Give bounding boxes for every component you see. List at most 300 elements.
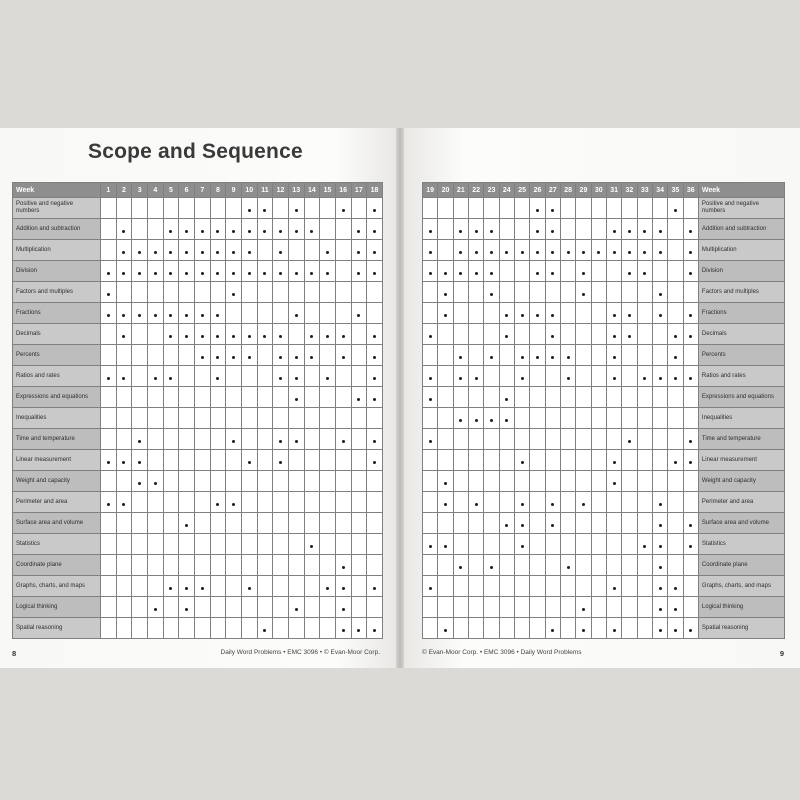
skill-dot xyxy=(505,398,508,401)
week-cell xyxy=(101,576,117,597)
week-cell xyxy=(499,492,514,513)
week-cell xyxy=(514,597,529,618)
week-cell xyxy=(560,555,575,576)
skill-row xyxy=(423,471,785,492)
week-cell xyxy=(668,618,683,639)
week-cell xyxy=(591,429,606,450)
week-cell xyxy=(226,282,242,303)
skill-dot xyxy=(326,377,329,380)
skill-dot xyxy=(613,230,616,233)
week-cell xyxy=(652,450,667,471)
week-cell xyxy=(288,450,304,471)
week-cell xyxy=(499,261,514,282)
week-cell xyxy=(273,492,289,513)
week-cell xyxy=(438,492,453,513)
week-cell xyxy=(576,387,591,408)
week-cell xyxy=(606,282,621,303)
week-cell xyxy=(194,198,210,219)
week-cell xyxy=(273,576,289,597)
week-cell xyxy=(637,219,652,240)
week-cell xyxy=(468,534,483,555)
skill-dot xyxy=(201,251,204,254)
week-cell xyxy=(499,303,514,324)
week-cell xyxy=(453,366,468,387)
week-cell xyxy=(423,219,438,240)
skill-dot xyxy=(373,230,376,233)
skill-row xyxy=(13,597,383,618)
week-cell xyxy=(116,597,132,618)
skill-dot xyxy=(342,335,345,338)
week-cell xyxy=(637,303,652,324)
skill-row xyxy=(423,387,785,408)
skill-dot xyxy=(185,251,188,254)
skill-dot xyxy=(169,587,172,590)
skill-dot xyxy=(310,230,313,233)
week-cell xyxy=(576,282,591,303)
week-cell xyxy=(194,492,210,513)
week-cell xyxy=(576,618,591,639)
skill-dot xyxy=(674,608,677,611)
week-cell xyxy=(438,240,453,261)
skill-dot xyxy=(185,230,188,233)
week-cell xyxy=(438,324,453,345)
skill-label: Inequalities xyxy=(13,408,101,429)
skill-dot xyxy=(689,440,692,443)
week-cell xyxy=(101,345,117,366)
week-cell xyxy=(576,492,591,513)
week-cell xyxy=(683,282,698,303)
skill-dot xyxy=(459,356,462,359)
week-cell xyxy=(179,492,195,513)
week-cell xyxy=(101,492,117,513)
week-cell xyxy=(101,597,117,618)
week-cell xyxy=(622,513,637,534)
week-cell xyxy=(423,534,438,555)
skill-dot xyxy=(248,335,251,338)
skill-dot xyxy=(326,335,329,338)
week-cell xyxy=(499,240,514,261)
week-cell xyxy=(499,576,514,597)
skill-dot xyxy=(201,230,204,233)
week-cell xyxy=(423,429,438,450)
week-cell xyxy=(423,345,438,366)
week-cell xyxy=(320,387,336,408)
skill-dot xyxy=(342,608,345,611)
week-cell xyxy=(226,555,242,576)
week-cell xyxy=(210,324,226,345)
skill-dot xyxy=(475,230,478,233)
skill-dot xyxy=(263,335,266,338)
week-cell xyxy=(683,219,698,240)
week-cell xyxy=(163,219,179,240)
week-cell xyxy=(668,324,683,345)
week-cell xyxy=(257,597,273,618)
skill-dot xyxy=(521,461,524,464)
skill-dot xyxy=(689,251,692,254)
week-cell xyxy=(194,366,210,387)
week-cell xyxy=(320,345,336,366)
week-cell xyxy=(637,576,652,597)
skill-dot xyxy=(659,503,662,506)
skill-dot xyxy=(122,335,125,338)
week-cell xyxy=(351,345,367,366)
week-cell xyxy=(304,513,320,534)
week-cell xyxy=(179,198,195,219)
week-cell xyxy=(132,303,148,324)
skill-dot xyxy=(582,608,585,611)
week-cell xyxy=(210,618,226,639)
week-number: 20 xyxy=(438,183,453,198)
week-cell xyxy=(591,366,606,387)
week-cell xyxy=(545,576,560,597)
week-cell xyxy=(101,408,117,429)
week-cell xyxy=(423,618,438,639)
week-cell xyxy=(545,261,560,282)
week-cell xyxy=(683,555,698,576)
week-cell xyxy=(367,492,383,513)
week-cell xyxy=(351,471,367,492)
week-cell xyxy=(132,345,148,366)
week-cell xyxy=(560,240,575,261)
skill-dot xyxy=(659,314,662,317)
week-cell xyxy=(147,387,163,408)
week-cell xyxy=(423,324,438,345)
week-cell xyxy=(453,555,468,576)
week-cell xyxy=(194,324,210,345)
week-cell xyxy=(335,198,351,219)
skill-dot xyxy=(490,272,493,275)
week-cell xyxy=(423,408,438,429)
skill-dot xyxy=(459,566,462,569)
week-cell xyxy=(530,450,545,471)
week-cell xyxy=(591,303,606,324)
skill-dot xyxy=(138,314,141,317)
header-row xyxy=(13,183,383,198)
week-cell xyxy=(351,429,367,450)
week-cell xyxy=(241,597,257,618)
week-cell xyxy=(116,219,132,240)
week-cell xyxy=(484,345,499,366)
week-cell xyxy=(147,513,163,534)
skill-dot xyxy=(444,503,447,506)
skill-dot xyxy=(429,398,432,401)
week-cell xyxy=(438,471,453,492)
week-cell xyxy=(241,324,257,345)
week-cell xyxy=(622,450,637,471)
skill-row xyxy=(423,408,785,429)
week-cell xyxy=(545,492,560,513)
week-cell xyxy=(668,597,683,618)
week-cell xyxy=(652,618,667,639)
skill-row xyxy=(423,513,785,534)
skill-row xyxy=(13,240,383,261)
week-cell xyxy=(335,492,351,513)
week-cell xyxy=(423,513,438,534)
week-cell xyxy=(101,240,117,261)
week-cell xyxy=(453,471,468,492)
week-cell xyxy=(484,240,499,261)
skill-dot xyxy=(107,272,110,275)
skill-dot xyxy=(689,314,692,317)
skill-dot xyxy=(689,335,692,338)
skill-dot xyxy=(536,356,539,359)
week-cell xyxy=(468,324,483,345)
skill-dot xyxy=(582,293,585,296)
skill-dot xyxy=(490,251,493,254)
week-cell xyxy=(226,408,242,429)
skill-dot xyxy=(154,314,157,317)
week-cell xyxy=(351,555,367,576)
skill-label: Expressions and equations xyxy=(13,387,101,408)
week-cell xyxy=(101,366,117,387)
skill-dot xyxy=(373,356,376,359)
week-cell xyxy=(179,324,195,345)
skill-row xyxy=(13,492,383,513)
week-cell xyxy=(453,576,468,597)
week-cell xyxy=(304,198,320,219)
week-cell xyxy=(514,534,529,555)
week-cell xyxy=(514,240,529,261)
skill-dot xyxy=(429,335,432,338)
skill-dot xyxy=(521,314,524,317)
skill-dot xyxy=(279,251,282,254)
week-cell xyxy=(147,408,163,429)
week-cell xyxy=(101,618,117,639)
week-cell xyxy=(241,219,257,240)
week-cell xyxy=(560,513,575,534)
week-cell xyxy=(545,366,560,387)
page-footer: © Evan-Moor Corp. • EMC 3096 • Daily Word Problems xyxy=(422,649,582,656)
skill-label: Percents xyxy=(13,345,101,366)
week-cell xyxy=(453,240,468,261)
skill-dot xyxy=(169,377,172,380)
week-cell xyxy=(163,555,179,576)
week-cell xyxy=(288,366,304,387)
week-cell xyxy=(257,618,273,639)
week-cell xyxy=(304,408,320,429)
skill-dot xyxy=(373,440,376,443)
skill-dot xyxy=(232,440,235,443)
week-cell xyxy=(514,492,529,513)
skill-dot xyxy=(551,251,554,254)
week-cell xyxy=(576,303,591,324)
week-cell xyxy=(351,576,367,597)
skill-dot xyxy=(185,272,188,275)
skill-dot xyxy=(107,503,110,506)
week-cell xyxy=(438,618,453,639)
week-cell xyxy=(499,450,514,471)
week-cell xyxy=(560,618,575,639)
week-cell xyxy=(179,345,195,366)
week-cell xyxy=(530,492,545,513)
skill-label: Factors and multiples xyxy=(13,282,101,303)
week-cell xyxy=(576,324,591,345)
skill-dot xyxy=(248,356,251,359)
skill-dot xyxy=(169,272,172,275)
week-cell xyxy=(367,471,383,492)
week-cell xyxy=(179,261,195,282)
week-cell xyxy=(132,240,148,261)
week-cell xyxy=(423,387,438,408)
week-cell xyxy=(484,303,499,324)
book-spread xyxy=(0,128,800,668)
week-cell xyxy=(668,345,683,366)
skill-dot xyxy=(373,587,376,590)
skill-dot xyxy=(536,209,539,212)
week-cell xyxy=(499,555,514,576)
week-cell xyxy=(438,303,453,324)
skill-dot xyxy=(263,209,266,212)
week-number: 35 xyxy=(668,183,683,198)
week-number: 16 xyxy=(335,183,351,198)
skill-label: Division xyxy=(13,261,101,282)
week-cell xyxy=(560,387,575,408)
week-cell xyxy=(637,261,652,282)
week-cell xyxy=(514,555,529,576)
week-cell xyxy=(351,282,367,303)
skill-dot xyxy=(232,335,235,338)
week-cell xyxy=(367,240,383,261)
week-cell xyxy=(438,576,453,597)
week-number: 13 xyxy=(288,183,304,198)
week-cell xyxy=(257,450,273,471)
week-cell xyxy=(132,387,148,408)
week-cell xyxy=(132,576,148,597)
week-cell xyxy=(226,576,242,597)
week-cell xyxy=(637,345,652,366)
scope-table-right xyxy=(422,182,785,639)
week-cell xyxy=(194,219,210,240)
week-cell xyxy=(210,408,226,429)
week-cell xyxy=(147,492,163,513)
week-cell xyxy=(210,429,226,450)
skill-dot xyxy=(279,230,282,233)
week-cell xyxy=(545,597,560,618)
week-number: 29 xyxy=(576,183,591,198)
skill-dot xyxy=(357,251,360,254)
week-cell xyxy=(210,513,226,534)
week-cell xyxy=(226,450,242,471)
skill-row xyxy=(423,534,785,555)
week-cell xyxy=(163,282,179,303)
week-cell xyxy=(453,345,468,366)
week-cell xyxy=(423,303,438,324)
week-cell xyxy=(320,555,336,576)
week-cell xyxy=(116,534,132,555)
week-cell xyxy=(484,366,499,387)
header-row xyxy=(423,183,785,198)
week-cell xyxy=(273,366,289,387)
week-cell xyxy=(637,387,652,408)
skill-dot xyxy=(357,272,360,275)
week-cell xyxy=(530,534,545,555)
week-cell xyxy=(288,534,304,555)
week-cell xyxy=(499,408,514,429)
week-cell xyxy=(241,429,257,450)
week-cell xyxy=(147,219,163,240)
week-cell xyxy=(560,366,575,387)
week-cell xyxy=(194,240,210,261)
week-cell xyxy=(606,345,621,366)
skill-row xyxy=(13,282,383,303)
week-cell xyxy=(116,408,132,429)
skill-label: Spatial reasoning xyxy=(698,618,784,639)
skill-dot xyxy=(295,608,298,611)
skill-dot xyxy=(567,377,570,380)
week-cell xyxy=(288,408,304,429)
week-cell xyxy=(288,345,304,366)
skill-dot xyxy=(122,503,125,506)
skill-label: Positive and negative numbers xyxy=(13,198,101,219)
week-cell xyxy=(560,282,575,303)
week-cell xyxy=(101,198,117,219)
week-cell xyxy=(116,618,132,639)
week-cell xyxy=(335,408,351,429)
week-cell xyxy=(576,345,591,366)
skill-dot xyxy=(357,629,360,632)
week-cell xyxy=(622,303,637,324)
skill-dot xyxy=(628,335,631,338)
week-cell xyxy=(116,450,132,471)
skill-dot xyxy=(342,440,345,443)
week-cell xyxy=(668,534,683,555)
week-cell xyxy=(226,513,242,534)
week-cell xyxy=(591,534,606,555)
week-cell xyxy=(683,240,698,261)
skill-label: Logical thinking xyxy=(698,597,784,618)
week-cell xyxy=(453,198,468,219)
week-cell xyxy=(453,303,468,324)
skill-dot xyxy=(659,545,662,548)
skill-dot xyxy=(689,230,692,233)
week-cell xyxy=(438,282,453,303)
week-cell xyxy=(288,576,304,597)
week-cell xyxy=(335,345,351,366)
week-cell xyxy=(499,534,514,555)
week-cell xyxy=(683,198,698,219)
week-cell xyxy=(194,408,210,429)
week-cell xyxy=(683,324,698,345)
skill-dot xyxy=(295,272,298,275)
week-cell xyxy=(530,513,545,534)
week-cell xyxy=(652,303,667,324)
week-cell xyxy=(530,597,545,618)
week-cell xyxy=(637,450,652,471)
skill-row xyxy=(13,387,383,408)
skill-dot xyxy=(373,377,376,380)
skill-dot xyxy=(536,230,539,233)
week-cell xyxy=(622,429,637,450)
week-cell xyxy=(484,282,499,303)
skill-dot xyxy=(551,314,554,317)
week-cell xyxy=(545,198,560,219)
week-cell xyxy=(668,471,683,492)
week-cell xyxy=(683,429,698,450)
week-cell xyxy=(484,534,499,555)
week-number: 24 xyxy=(499,183,514,198)
skill-label: Coordinate plane xyxy=(698,555,784,576)
week-cell xyxy=(423,198,438,219)
week-cell xyxy=(304,534,320,555)
week-cell xyxy=(545,282,560,303)
week-cell xyxy=(320,534,336,555)
skill-dot xyxy=(659,524,662,527)
week-cell xyxy=(241,366,257,387)
week-cell xyxy=(116,303,132,324)
skill-dot xyxy=(536,314,539,317)
week-cell xyxy=(163,618,179,639)
skill-row xyxy=(423,597,785,618)
